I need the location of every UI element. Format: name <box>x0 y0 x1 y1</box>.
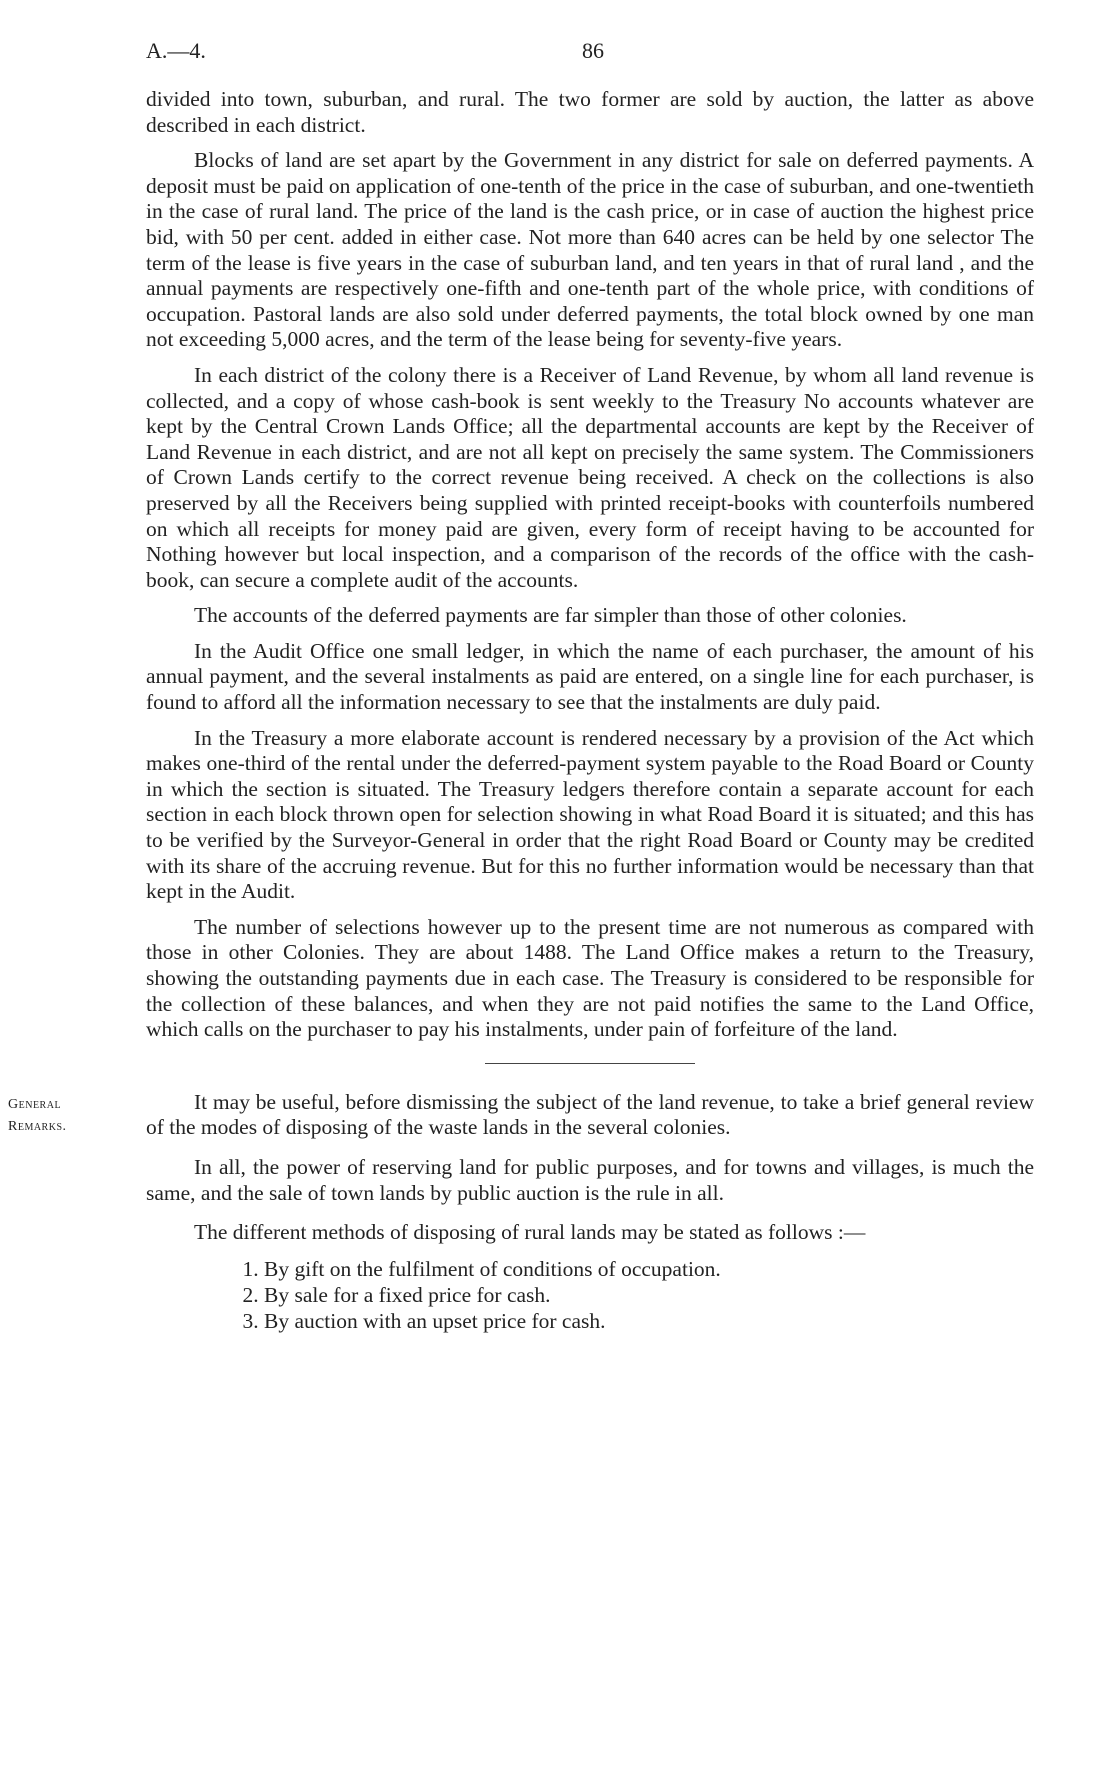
side-heading-line-2: Remarks. <box>8 1118 67 1134</box>
side-heading-line-1: General <box>8 1096 62 1112</box>
paragraph-reserving-land: In all, the power of reserving land for public purposes, and for towns and villages, is much the same, and the sale of town lands by public auction is the rule in all. <box>146 1154 1034 1205</box>
rural-lands-methods-list <box>146 1256 1034 1334</box>
general-remarks-section <box>8 1089 1034 1334</box>
page-number: 86 <box>582 38 604 63</box>
paragraph-general-review: It may be useful, before dismissing the subject of the land revenue, to take a brief general review of the modes of disposing of the waste lands in the several colonies. <box>146 1089 1034 1140</box>
page-reference: A.—4. <box>146 38 206 63</box>
paragraph-audit-office: In the Audit Office one small ledger, in which the name of each purchaser, the amount of his annual payment, and the several instalments as paid are entered, on a single line for each purchaser, is found to afford all the information necessary to see that the instalments are duly paid. <box>146 638 1034 715</box>
page-header <box>146 38 1034 68</box>
paragraph-accounts-simpler: The accounts of the deferred payments are far simpler than those of other colonies. <box>194 603 907 628</box>
paragraph-rural-methods: The different methods of disposing of rural lands may be stated as follows :— <box>194 1220 866 1245</box>
method-list-item: 1. By gift on the fulfilment of conditions of occupation. <box>264 1256 1034 1282</box>
paragraph-deferred-payments: Blocks of land are set apart by the Government in any district for sale on deferred payments. A deposit must be paid on application of one-tenth of the price in the case of suburban, and one-twentieth in the case of rural land. The price of the land is the cash price, or in case of auction the highest price bid, with 50 per cent. added in either case. Not more than 640 acres can be held by one selector The term of the lease is five years in the case of suburban land, and ten years in that of rural land , and the annual payments are respectively one-fifth and one-tenth part of the whole price, with conditions of occupation. Pastoral lands are also sold under deferred payments, the total block owned by one man not exceeding 5,000 acres, and the term of the lease being for seventy-five years. <box>146 148 1034 352</box>
paragraph-receiver-land-revenue: In each district of the colony there is a Receiver of Land Revenue, by whom all land revenue is collected, and a copy of whose cash-book is sent weekly to the Treasury No accounts whatever are kept by the Central Crown Lands Office; all the departmental accounts are kept by the Receiver of Land Revenue in each district, and are not all kept on precisely the same system. The Commissioners of Crown Lands certify to the correct revenue being received. A check on the collections is also preserved by all the Receivers being supplied with printed receipt-books with counterfoils numbered on which all receipts for money paid are given, every form of receipt having to be accounted for Nothing however but local inspection, and a comparison of the records of the office with the cash-book, can secure a complete audit of the accounts. <box>146 362 1034 592</box>
paragraph-number-selections: The number of selections however up to the present time are not numerous as compared with those in other Colonies. They are about 1488. The Land Office makes a return to the Treasury, showing the outstanding payments due in each case. The Treasury is considered to be responsible for the collection of these balances, and when they are not paid notifies the same to the Land Office, which calls on the purchaser to pay his instalments, under pain of forfeiture of the land. <box>146 914 1034 1042</box>
section-divider <box>485 1063 695 1064</box>
side-heading-general-remarks <box>8 1094 128 1138</box>
method-list-item: 3. By auction with an upset price for cash. <box>264 1308 1034 1334</box>
paragraph-continuation: divided into town, suburban, and rural. The two former are sold by auction, the latter as above described in each district. <box>146 87 1034 137</box>
document-body <box>8 87 1034 1334</box>
method-list-item: 2. By sale for a fixed price for cash. <box>264 1282 1034 1308</box>
paragraph-treasury-account: In the Treasury a more elaborate account is rendered necessary by a provision of the Act which makes one-third of the rental under the deferred-payment system payable to the Road Board or County in which the section is situated. The Treasury ledgers therefore contain a separate account for each section in each block thrown open for selection showing in what Road Board it is situated; and this has to be verified by the Surveyor-General in order that the right Road Board or County may be credited with its share of the accruing revenue. But for this no further information would be necessary than that kept in the Audit. <box>146 725 1034 904</box>
